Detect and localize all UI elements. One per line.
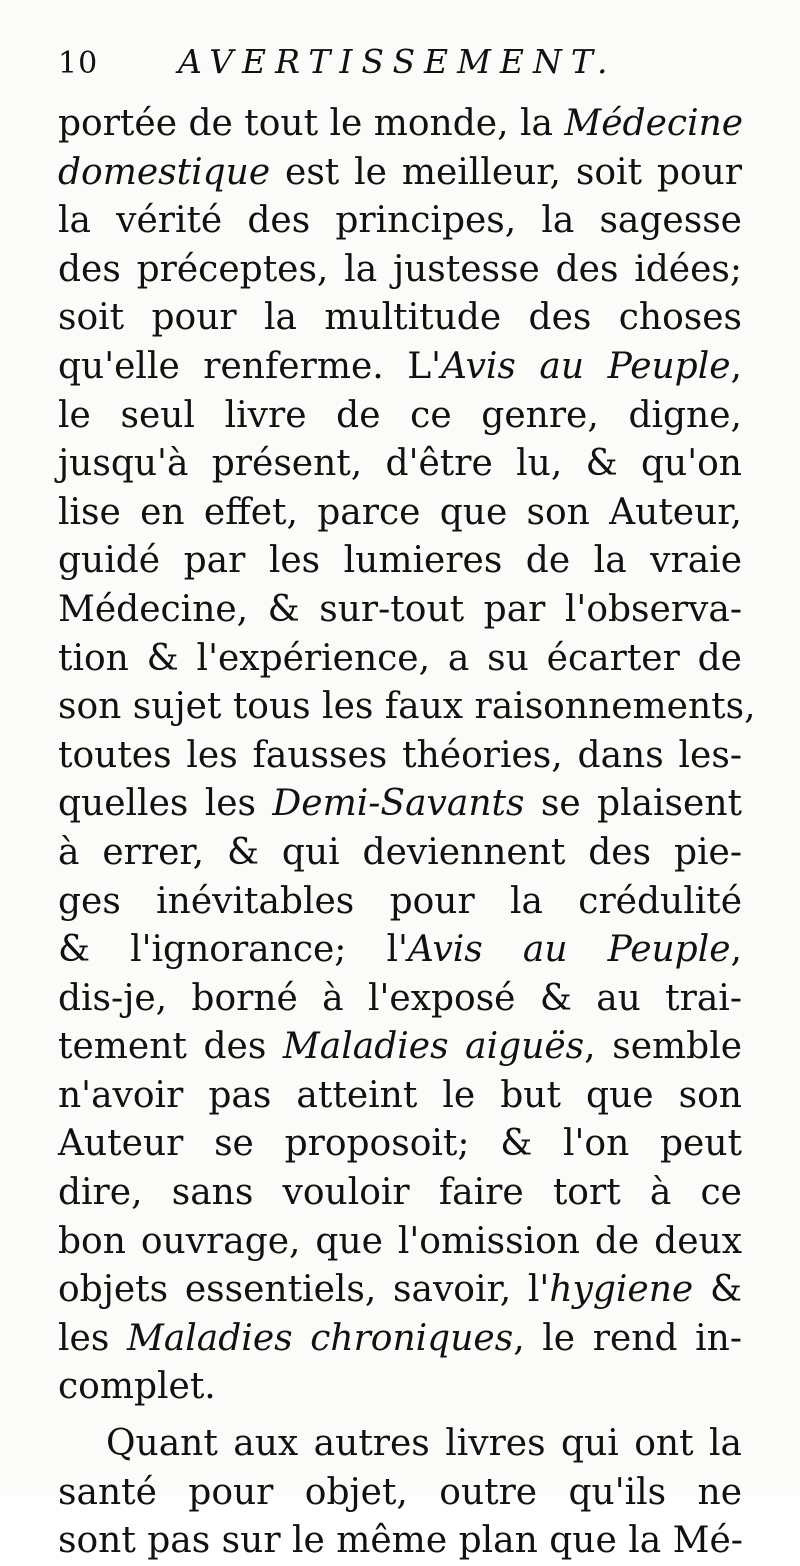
text-run: dire, sans vouloir faire tort à ce (58, 1172, 742, 1214)
text-line (58, 586, 742, 635)
text-run: des préceptes, la justesse des idées; (58, 248, 742, 290)
text-line (58, 1072, 742, 1121)
text-run: soit pour la multitude des choses (58, 297, 742, 339)
text-line (58, 1315, 742, 1364)
text-run: quelles les (58, 783, 273, 825)
text-line (58, 1517, 742, 1566)
text-run: lise en effet, parce que son Auteur, (58, 491, 742, 533)
paragraph (58, 1420, 760, 1566)
italic-phrase: Avis au Peuple (407, 929, 731, 971)
text-run: tement des (58, 1026, 283, 1068)
text-line (58, 732, 742, 781)
text-run: , (730, 929, 742, 971)
text-run: ges inévitables pour la crédulité (58, 880, 742, 922)
text-run: guidé par les lumieres de la vraie (58, 540, 742, 582)
text-line (58, 537, 742, 586)
text-line (58, 1120, 742, 1169)
text-run: les (58, 1317, 127, 1359)
text-run: santé pour objet, outre qu'ils ne (58, 1471, 742, 1513)
text-line (58, 1420, 742, 1469)
text-line (58, 1023, 742, 1072)
running-title: AVERTISSEMENT. (178, 42, 617, 81)
page-number: 10 (58, 46, 99, 81)
text-run: n'avoir pas atteint le but que son (58, 1074, 742, 1116)
paragraph (58, 100, 760, 1412)
text-run: , le rend in- (513, 1317, 742, 1359)
text-run: Médecine, & sur-tout par l'observa- (58, 588, 742, 630)
text-run: , semble (584, 1026, 743, 1068)
text-line (58, 1363, 742, 1412)
text-line (58, 683, 756, 732)
text-line (58, 149, 742, 198)
text-run: & l'ignorance; l' (58, 929, 408, 971)
text-line (58, 1169, 742, 1218)
text-run: est le meilleur, soit pour (270, 151, 742, 193)
text-run: , (730, 345, 742, 387)
body-text (58, 100, 760, 1566)
text-run: tion & l'expérience, a su écarter de (58, 637, 742, 679)
text-line (58, 829, 742, 878)
running-head (58, 42, 760, 98)
text-run: jusqu'à présent, d'être lu, & qu'on (58, 443, 742, 485)
text-run: objets essentiels, savoir, l' (58, 1269, 550, 1311)
text-line (58, 392, 742, 441)
text-run: bon ouvrage, que l'omission de deux (58, 1220, 742, 1262)
text-run: sont pas sur le même plan que la Mé- (58, 1520, 743, 1562)
text-line (58, 294, 742, 343)
text-run: le seul livre de ce genre, digne, (58, 394, 742, 436)
text-line (58, 440, 742, 489)
text-run: complet. (58, 1366, 216, 1408)
text-run: se plaisent (524, 783, 742, 825)
text-run: dis-je, borné à l'exposé & au trai- (58, 977, 742, 1019)
text-line (58, 780, 742, 829)
text-run: son sujet tous les faux raisonnements, (58, 686, 756, 728)
italic-phrase: Avis au Peuple (441, 345, 731, 387)
text-run: toutes les fausses théories, dans les- (58, 734, 742, 776)
text-run: Quant aux autres livres qui ont la (106, 1423, 742, 1465)
text-line (58, 246, 742, 295)
text-line (58, 489, 742, 538)
text-line (58, 635, 742, 684)
text-line (58, 343, 742, 392)
italic-phrase: Maladies chroniques (126, 1317, 514, 1359)
italic-phrase: hygiene (549, 1269, 694, 1311)
italic-phrase: Maladies aiguës (282, 1026, 585, 1068)
text-run: qu'elle renferme. L' (58, 345, 442, 387)
text-run: à errer, & qui deviennent des pie- (58, 831, 742, 873)
italic-phrase: Médecine (564, 103, 744, 144)
text-line (58, 878, 742, 927)
text-line (58, 100, 742, 149)
text-line (58, 197, 742, 246)
text-line (58, 1469, 742, 1518)
italic-phrase: Demi-Savants (272, 783, 525, 825)
italic-phrase: domestique (58, 151, 271, 193)
text-line (58, 975, 742, 1024)
text-line (58, 1266, 742, 1315)
text-line (58, 1218, 742, 1267)
text-run: portée de tout le monde, la (58, 103, 565, 144)
text-run: & (693, 1269, 742, 1311)
text-run: la vérité des principes, la sagesse (58, 200, 742, 242)
text-line (58, 926, 742, 975)
text-run: Auteur se proposoit; & l'on peut (58, 1123, 742, 1165)
